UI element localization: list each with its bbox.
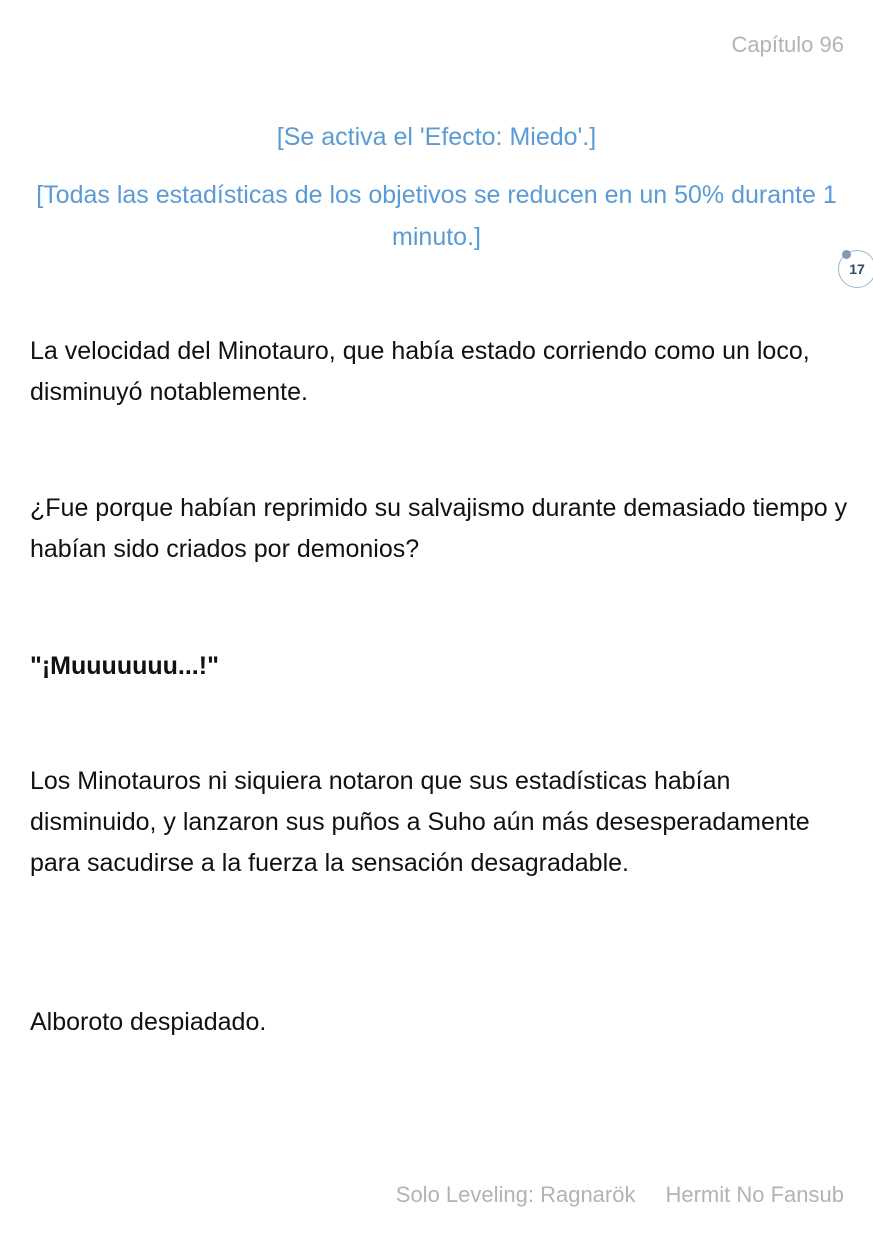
footer bbox=[396, 1182, 844, 1208]
page-number-badge[interactable]: 17 bbox=[838, 250, 873, 288]
footer-translator: Hermit No Fansub bbox=[665, 1182, 844, 1207]
page-badge-dot-icon bbox=[842, 250, 851, 259]
system-message-fear-effect: [Se activa el 'Efecto: Miedo'.] bbox=[276, 123, 597, 151]
paragraph: ¿Fue porque habían reprimido su salvajismo durante demasiado tiempo y habían sido criados por demonios? bbox=[30, 494, 848, 563]
paragraph: La velocidad del Minotauro, que había estado corriendo como un loco, disminuyó notablemente. bbox=[30, 337, 810, 406]
paragraph: Alboroto despiadado. bbox=[30, 1008, 267, 1036]
paragraph: Los Minotauros ni siquiera notaron que sus estadísticas habían disminuido, y lanzaron sus puños a Suho aún más desesperadamente para sacudirse a la fuerza la sensación desagradable. bbox=[30, 767, 810, 877]
dialogue-line: "¡Muuuuuuu...!" bbox=[30, 652, 219, 680]
system-message-stats-reduced: [Todas las estadísticas de los objetivos se reducen en un 50% durante 1 minuto.] bbox=[36, 181, 837, 251]
footer-novel-title: Solo Leveling: Ragnarök bbox=[395, 1182, 636, 1207]
chapter-label: Capítulo 96 bbox=[731, 32, 844, 57]
